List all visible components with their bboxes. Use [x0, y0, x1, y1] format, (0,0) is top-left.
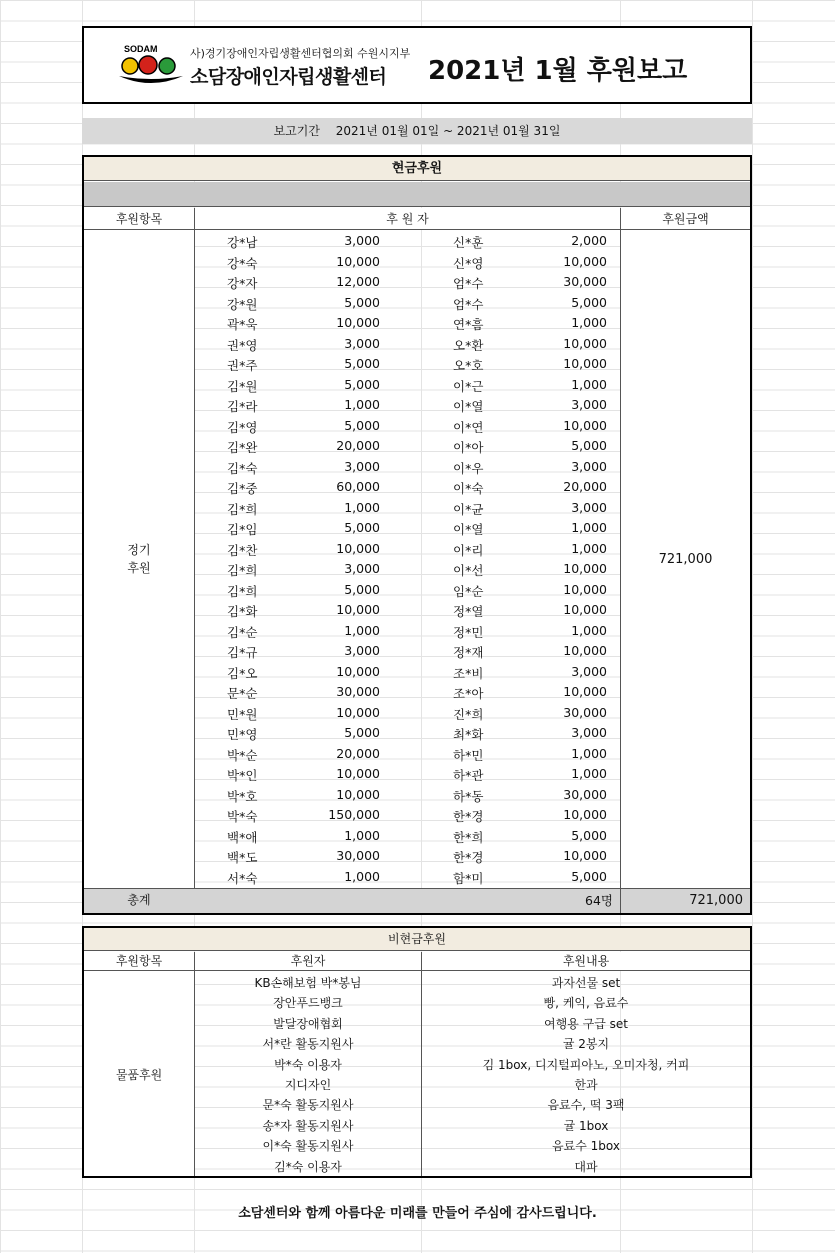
donation-content: 귤 1box [563, 1118, 609, 1133]
donor-amount: 3,000 [344, 561, 380, 576]
donor-amount: 5,000 [344, 581, 380, 597]
column-header-amount: 후원금액 [621, 208, 750, 230]
donor-name: 박*호 [227, 788, 258, 804]
donor-amount: 5,000 [344, 520, 380, 535]
donor-amount: 5,000 [344, 356, 380, 371]
donor-amount: 1,000 [344, 397, 380, 412]
donor-name: 김*숙 [227, 460, 258, 476]
donor-name: 김*희 [227, 583, 258, 599]
donor-amount: 3,000 [571, 458, 607, 474]
table-row [195, 703, 620, 724]
donation-content: 과자선물 set [551, 976, 621, 990]
donor-name: 김*원 [227, 378, 258, 394]
donation-content: 음료수, 떡 3팩 [547, 1098, 625, 1113]
donor-amount: 5,000 [571, 827, 607, 843]
table-row [195, 293, 620, 314]
donor-name: 연*흠 [453, 317, 484, 332]
donor-name: 문*순 [227, 686, 258, 701]
column-header-content: 후원내용 [422, 952, 750, 971]
donor-amount: 10,000 [336, 315, 380, 330]
donor-amount: 5,000 [344, 725, 380, 740]
donor-amount: 10,000 [336, 704, 380, 720]
total-donor-count: 64명 [585, 893, 613, 908]
table-row [195, 395, 620, 416]
donor-name: 한*경 [453, 809, 484, 824]
org-subtitle: 사)경기장애인자립생활센터협의회 수원시지부 [190, 47, 411, 60]
donor-amount: 3,000 [571, 499, 607, 515]
table-row [195, 1054, 750, 1074]
column-header-category: 후원항목 [84, 952, 194, 971]
page-title: 2021년 1월 후원보고 [428, 56, 688, 86]
donor-name: 김*오 [227, 665, 258, 681]
table-row [195, 436, 620, 457]
donor-name: 백*애 [227, 829, 258, 845]
donor-amount: 60,000 [336, 479, 380, 494]
donation-content: 귤 2봉지 [562, 1037, 610, 1052]
donor-name: 이*선 [453, 563, 484, 578]
table-row [195, 992, 750, 1012]
period-range: 2021년 01월 01일 ~ 2021년 01월 31일 [335, 124, 561, 138]
donor-name: 임*순 [453, 583, 484, 599]
table-row [195, 1115, 750, 1135]
column-header-category: 후원항목 [84, 208, 194, 230]
donor-amount: 3,000 [344, 335, 380, 351]
donor-amount: 10,000 [563, 643, 607, 658]
donor-amount: 1,000 [571, 520, 607, 535]
category-cell [84, 231, 194, 887]
column-header-donor: 후 원 자 [195, 208, 620, 230]
donor-amount: 10,000 [563, 253, 607, 269]
donor-name: 민*원 [227, 706, 258, 722]
donor-amount: 10,000 [563, 684, 607, 699]
donor-amount: 10,000 [336, 253, 380, 269]
donor-amount: 3,000 [344, 233, 380, 248]
donor-amount: 10,000 [563, 602, 607, 617]
donor-name: 강*원 [227, 296, 258, 312]
table-row [195, 272, 620, 293]
thank-you-message: 소담센터와 함께 아름다운 미래를 만들어 주심에 감사드립니다. [238, 1206, 597, 1221]
donor-name: 이*균 [453, 501, 484, 517]
svg-text:SODAM: SODAM [124, 44, 158, 54]
table-row [195, 723, 620, 744]
donor-amount: 30,000 [336, 848, 380, 863]
donor-name: 오*호 [453, 358, 484, 373]
table-row [195, 539, 620, 560]
donor-name: 한*경 [453, 850, 484, 865]
donor-name: 엄*수 [453, 296, 484, 312]
donor-name: 정*재 [453, 645, 484, 660]
table-row [195, 1033, 750, 1053]
donor-name: 김*임 [227, 522, 258, 537]
donor-name: 김*희 [227, 501, 258, 517]
category-line1: 정기 [127, 543, 151, 557]
category-line2: 후원 [127, 561, 151, 575]
table-row [195, 805, 620, 826]
period-label: 보고기간 [273, 124, 320, 138]
donor-name: 민*영 [227, 727, 258, 742]
donor-amount: 20,000 [563, 479, 607, 494]
table-row [195, 785, 620, 806]
donor-name: 곽*욱 [227, 317, 258, 332]
donor-name: 이*아 [453, 440, 484, 455]
donor-amount: 3,000 [344, 458, 380, 474]
donor-amount: 12,000 [336, 274, 380, 289]
cash-table-spacer [84, 182, 750, 207]
donor-name: 김*숙 이용자 [274, 1159, 342, 1174]
donor-amount: 20,000 [336, 438, 380, 453]
donor-amount: 10,000 [563, 848, 607, 863]
donor-name: 김*순 [227, 624, 258, 640]
table-row [195, 972, 750, 992]
table-row [195, 1135, 750, 1155]
donor-amount: 3,000 [571, 397, 607, 412]
donor-name: 권*영 [227, 337, 258, 353]
donor-amount: 150,000 [328, 807, 380, 822]
donor-name: 지디자인 [284, 1078, 332, 1092]
table-row [195, 826, 620, 847]
table-row [195, 764, 620, 785]
donor-name: 서*숙 [227, 870, 258, 886]
donor-amount: 1,000 [571, 540, 607, 556]
donor-name: 권*주 [227, 358, 258, 373]
donor-amount: 10,000 [563, 561, 607, 576]
table-row [195, 334, 620, 355]
table-row [195, 846, 620, 867]
donor-amount: 5,000 [571, 868, 607, 884]
donor-name: 서*란 활동지원사 [262, 1037, 354, 1052]
donor-name: 이*숙 활동지원사 [262, 1139, 354, 1154]
donor-name: 함*미 [453, 870, 484, 886]
donor-amount: 1,000 [571, 376, 607, 392]
donor-amount: 1,000 [571, 315, 607, 330]
donor-name: 조*비 [453, 665, 484, 681]
donor-name: 박*숙 이용자 [274, 1057, 342, 1072]
column-header-donor: 후원자 [195, 952, 421, 971]
donor-name: 강*자 [227, 276, 258, 291]
table-row [195, 641, 620, 662]
table-row [195, 457, 620, 478]
donor-name: 송*자 활동지원사 [262, 1118, 354, 1133]
donor-name: 박*순 [227, 747, 258, 763]
donation-content: 김 1box, 디지털피아노, 오미자청, 커피 [482, 1057, 690, 1072]
donor-name: 정*열 [453, 604, 484, 619]
amount-total-cell: 721,000 [621, 231, 750, 887]
table-row [195, 559, 620, 580]
donor-name: 이*연 [453, 419, 484, 435]
donor-name: 이*근 [453, 378, 484, 394]
total-amount: 721,000 [689, 893, 743, 908]
table-row [195, 744, 620, 765]
donor-amount: 30,000 [563, 274, 607, 289]
donor-amount: 5,000 [344, 417, 380, 433]
table-row [195, 662, 620, 683]
donor-name: 하*민 [453, 747, 484, 763]
donor-name: 김*화 [227, 604, 258, 619]
donor-name: KB손해보험 박*봉님 [254, 976, 362, 990]
donor-name: 진*희 [453, 706, 484, 722]
donor-amount: 10,000 [336, 602, 380, 617]
cash-table-title: 현금후원 [84, 157, 750, 181]
donor-name: 정*민 [453, 624, 484, 640]
donor-amount: 5,000 [571, 294, 607, 310]
org-name: 소담장애인자립생활센터 [190, 66, 387, 88]
table-row [195, 621, 620, 642]
donor-name: 김*완 [227, 440, 258, 455]
donation-content: 음료수 1box [552, 1139, 620, 1154]
donor-amount: 1,000 [571, 745, 607, 761]
table-row [195, 231, 620, 252]
donor-name: 이*리 [453, 542, 484, 558]
table-row [195, 313, 620, 334]
table-row [195, 580, 620, 601]
table-row [195, 498, 620, 519]
donation-content: 한과 [574, 1078, 598, 1092]
donor-amount: 10,000 [336, 663, 380, 679]
donor-amount: 1,000 [571, 622, 607, 638]
donor-name: 강*숙 [227, 255, 258, 271]
donor-name: 이*숙 [453, 481, 484, 496]
table-row [195, 1156, 750, 1176]
donor-name: 김*규 [227, 645, 258, 660]
donor-amount: 10,000 [563, 807, 607, 822]
donor-amount: 1,000 [571, 766, 607, 781]
donation-content: 빵, 케익, 음료수 [543, 996, 629, 1011]
table-row [195, 867, 620, 888]
table-row [195, 354, 620, 375]
donation-content: 대파 [574, 1159, 598, 1174]
donor-name: 하*동 [453, 788, 484, 804]
donor-name: 장안푸드뱅크 [273, 996, 343, 1011]
donor-name: 김*찬 [227, 542, 258, 558]
donor-name: 이*열 [453, 399, 484, 414]
donor-name: 최*화 [453, 727, 484, 742]
donor-amount: 10,000 [563, 417, 607, 433]
donor-amount: 10,000 [336, 540, 380, 556]
donor-name: 문*숙 활동지원사 [262, 1098, 354, 1113]
total-label: 총계 [127, 893, 151, 907]
donor-amount: 1,000 [344, 827, 380, 843]
donor-amount: 1,000 [344, 868, 380, 884]
donor-name: 하*관 [453, 768, 484, 783]
donor-amount: 30,000 [336, 684, 380, 699]
donor-amount: 10,000 [336, 766, 380, 781]
donation-content: 여행용 구급 set [544, 1016, 628, 1031]
noncash-table-title: 비현금후원 [84, 928, 750, 951]
report-period [82, 118, 752, 144]
donor-amount: 1,000 [344, 622, 380, 638]
donor-name: 이*열 [453, 522, 484, 537]
noncash-category-cell: 물품후원 [84, 972, 194, 1176]
table-row [195, 375, 620, 396]
donor-name: 김*희 [227, 563, 258, 578]
sodam-logo-icon [116, 42, 186, 90]
table-row [195, 477, 620, 498]
table-row [195, 416, 620, 437]
donor-amount: 10,000 [563, 581, 607, 597]
donor-amount: 5,000 [344, 294, 380, 310]
donor-name: 신*영 [453, 255, 484, 271]
table-row [195, 252, 620, 273]
donor-name: 이*우 [453, 460, 484, 476]
donor-name: 박*인 [227, 768, 258, 783]
table-row [195, 1094, 750, 1114]
table-row [195, 682, 620, 703]
table-row [195, 600, 620, 621]
donor-amount: 3,000 [344, 643, 380, 658]
donor-amount: 10,000 [563, 335, 607, 351]
donor-amount: 3,000 [571, 663, 607, 679]
donor-amount: 10,000 [336, 786, 380, 802]
donor-amount: 5,000 [344, 376, 380, 392]
donor-name: 박*숙 [227, 809, 258, 824]
donor-name: 김*라 [227, 399, 258, 414]
donor-amount: 10,000 [563, 356, 607, 371]
donor-amount: 30,000 [563, 704, 607, 720]
donor-amount: 1,000 [344, 499, 380, 515]
donor-amount: 2,000 [571, 233, 607, 248]
donor-amount: 5,000 [571, 438, 607, 453]
donor-amount: 3,000 [571, 725, 607, 740]
donor-name: 한*희 [453, 829, 484, 845]
donor-name: 발달장애협회 [273, 1016, 343, 1031]
donor-name: 조*아 [453, 686, 484, 701]
table-row [195, 518, 620, 539]
donor-name: 김*중 [227, 481, 258, 496]
donor-amount: 20,000 [336, 745, 380, 761]
table-row [195, 1074, 750, 1094]
donor-amount: 30,000 [563, 786, 607, 802]
donor-name: 김*영 [227, 419, 258, 435]
donor-name: 강*남 [227, 235, 258, 250]
donor-name: 백*도 [227, 850, 258, 865]
donor-name: 엄*수 [453, 276, 484, 291]
table-row [195, 1013, 750, 1033]
donor-name: 신*훈 [453, 235, 484, 250]
donor-name: 오*환 [453, 337, 484, 353]
